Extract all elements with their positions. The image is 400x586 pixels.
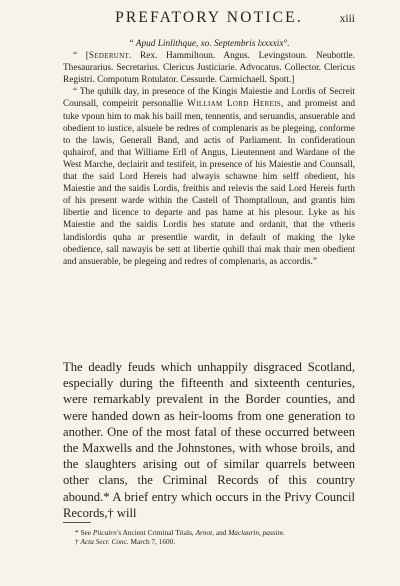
record-dateline: “ Apud Linlithque, xo. Septembris lxxxxix°. xyxy=(128,39,290,49)
page-number: xiii xyxy=(339,13,355,25)
footnotes xyxy=(63,528,355,547)
record-paragraph: “ The quhilk day, in presence of the Kingis Maiestie and Lordis of Secreit Counsall, compeirit personallie William Lord Hereis, and promeist and tuke vpoun him to mak his baill men, tennentis, and seruandis, ansuerable and obedient to iustice, alsuele be redres of complenaris as be plegeing, conforme to the lawis, Generall Band, and actis of Parliament. In confideratioun quhairof, and that Williame Erll of Angus, Lieutennent and Wardane of the West Marche, declairit and testifeit, in presence of his Maiestie and Counsall, that the said Lord Hereis had alwayis schawne him selff obedient, his Maiestie and the saidis Lordis, freithis and relevis the said Lord Hereis furth of his present warde within the Castell of Thomptalloun, and grantis him libertie and licence to departe and pas hame at his plesour. Lyke as his Maiestie and the saidis Lordis hes statute and ordanit, that the vtheris landislordis quha ar presentlie wardit, in default of making the lyke obedience, sall nawayis be sett at libertie quhill thai mak thair men obedient and ansuerable, be plegeing and redres of complenaris, as accordis.” xyxy=(63,87,355,267)
footnote-2: † Acta Secr. Conc. March 7, 1600. xyxy=(75,537,176,547)
quoted-record xyxy=(63,38,355,268)
record-sederunt: “ [Sederunt. Rex. Hammiltoun. Angus. Levingstoun. Neubottle. Thesaurarius. Secretarius. Clericus Justiciarie. Advocatus. Collector. Clericus Registri. Compotum Rotulator. Cessurde. Carmichaell. Spott.] xyxy=(63,51,355,86)
footnote-1: * See Pitcairn's Ancient Criminal Trials, Arnot, and Maclaurin, passim. xyxy=(75,528,285,537)
running-title: PREFATORY NOTICE. xyxy=(115,9,303,26)
page-header xyxy=(63,9,355,29)
body-paragraph: The deadly feuds which unhappily disgraced Scotland, especially during the fifteenth and sixteenth centuries, were remarkably prevalent in the Border counties, and were handed down as heir-looms from one generation to another. One of the most fatal of these occurred between the Maxwells and the Johnstones, with whose broils, and the slaughters arising out of similar quarrels between other clans, the Criminal Records of this country abound.* A brief entry which occurs in the Privy Council Records,† will xyxy=(63,360,355,520)
footnote-rule xyxy=(63,522,91,523)
